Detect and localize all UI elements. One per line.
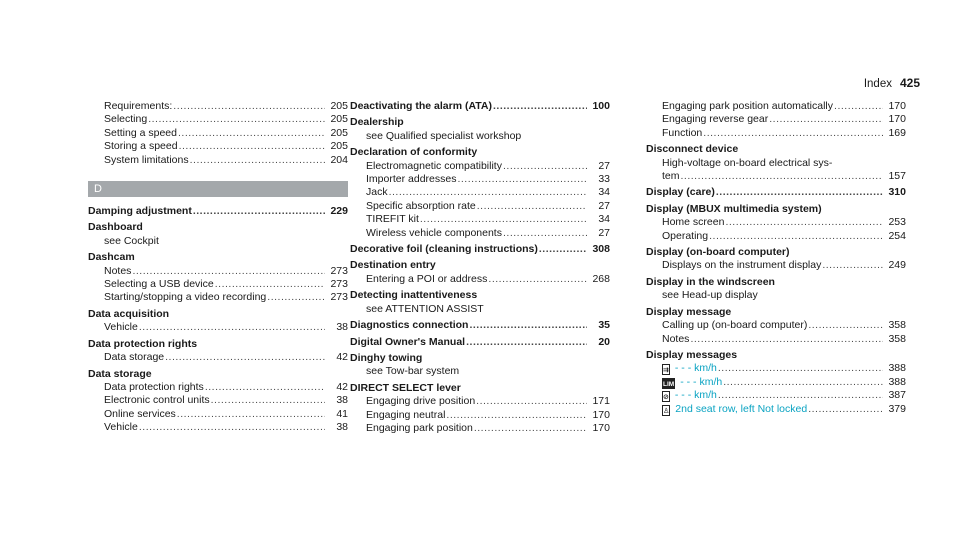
cross-reference: see Cockpit: [104, 234, 159, 247]
page-reference[interactable]: 204: [330, 153, 348, 166]
entry-text: Engaging reverse gear: [662, 113, 769, 126]
index-subentry[interactable]: [88, 408, 348, 421]
index-heading: [646, 246, 906, 259]
entry-text: Selecting a USB device: [104, 278, 214, 291]
entry-text: Dealership: [350, 116, 404, 129]
page-reference[interactable]: 170: [592, 408, 610, 421]
page-reference[interactable]: 170: [888, 100, 906, 112]
page-reference[interactable]: 38: [336, 394, 348, 407]
leader-dots: [469, 319, 587, 332]
entry-text: Starting/stopping a video recording: [104, 291, 267, 304]
entry-text: Display (care): [646, 186, 715, 199]
page-reference[interactable]: 27: [598, 159, 610, 172]
index-subentry[interactable]: [646, 319, 906, 332]
entry-text: Dashcam: [88, 251, 135, 264]
leader-dots: [808, 403, 883, 416]
entry-text: - - - km/h: [674, 362, 717, 375]
leader-dots: [466, 336, 587, 349]
index-subentry[interactable]: [88, 421, 348, 434]
index-column-2: [350, 100, 610, 435]
leader-dots: [769, 113, 883, 126]
page-reference[interactable]: 358: [888, 332, 906, 345]
leader-dots: [488, 273, 587, 286]
entry-text: Dinghy towing: [350, 351, 423, 364]
leader-dots: [723, 376, 883, 389]
entry-text: Calling up (on-board computer): [662, 319, 808, 332]
index-subentry[interactable]: [88, 265, 348, 278]
leader-dots: [165, 351, 325, 364]
leader-dots: [267, 291, 325, 304]
page-reference[interactable]: 205: [330, 126, 348, 139]
page-reference[interactable]: 42: [336, 351, 348, 364]
leader-dots: [215, 278, 325, 291]
entry-text: Engaging neutral: [366, 408, 446, 421]
entry-text: Notes: [104, 264, 132, 277]
entry-text: Data protection rights: [104, 380, 204, 393]
page-reference[interactable]: 33: [598, 173, 610, 186]
index-heading: [646, 349, 906, 362]
index-heading: [350, 382, 610, 395]
page-reference[interactable]: 157: [888, 170, 906, 183]
entry-text: Displays on the instrument display: [662, 259, 822, 272]
cross-reference: High-voltage on-board electrical sys-: [662, 156, 833, 169]
cruise-control-icon: ⇉: [662, 364, 670, 375]
index-column-1: [88, 100, 348, 435]
leader-dots: [474, 422, 587, 435]
entry-text: Entering a POI or address: [366, 272, 488, 285]
page-reference[interactable]: 42: [336, 380, 348, 393]
index-heading: [350, 259, 610, 272]
page-reference[interactable]: 379: [888, 402, 906, 415]
entry-text: Notes: [662, 332, 690, 345]
page-reference[interactable]: 100: [592, 100, 610, 112]
leader-dots: [808, 319, 883, 332]
entry-text: tem: [662, 170, 680, 183]
entry-text: Data protection rights: [88, 337, 198, 350]
index-heading: [646, 306, 906, 319]
entry-text: Online services: [104, 407, 176, 420]
index-subentry[interactable]: [88, 381, 348, 394]
cross-reference: see Head-up display: [662, 289, 758, 302]
page-reference[interactable]: 387: [888, 389, 906, 402]
page-reference[interactable]: 34: [598, 186, 610, 199]
index-subentry[interactable]: [88, 100, 348, 113]
page-reference[interactable]: 205: [330, 100, 348, 112]
page-reference[interactable]: 41: [336, 407, 348, 420]
index-heading: [350, 146, 610, 159]
leader-dots: [476, 395, 587, 408]
index-subentry[interactable]: [88, 351, 348, 364]
leader-dots: [179, 140, 325, 153]
index-heading: [88, 368, 348, 381]
entry-text: Declaration of conformity: [350, 146, 478, 159]
leader-dots: [420, 213, 587, 226]
index-heading: [88, 338, 348, 351]
index-subentry[interactable]: [350, 422, 610, 435]
entry-text: Setting a speed: [104, 126, 177, 139]
cross-reference: see ATTENTION ASSIST: [366, 302, 484, 315]
limiter-icon: LIM: [662, 378, 675, 389]
index-subentry[interactable]: [88, 113, 348, 126]
entry-text: Damping adjustment: [88, 205, 192, 218]
leader-dots: [177, 408, 325, 421]
page-reference[interactable]: 249: [888, 259, 906, 272]
leader-dots: [539, 243, 587, 256]
entry-text: Engaging park position: [366, 421, 473, 434]
leader-dots: [718, 389, 883, 402]
page-reference[interactable]: 171: [592, 395, 610, 408]
index-heading: [88, 221, 348, 234]
page-reference[interactable]: 170: [888, 113, 906, 126]
entry-text: Display messages: [646, 348, 738, 361]
index-subentry[interactable]: [350, 186, 610, 199]
entry-text: Function: [662, 126, 703, 139]
entry-text: Home screen: [662, 216, 725, 229]
entry-text: Deactivating the alarm (ATA): [350, 100, 492, 112]
index-subentry[interactable]: [88, 140, 348, 153]
entry-text: System limitations: [104, 153, 189, 166]
page-reference[interactable]: 35: [598, 319, 610, 332]
leader-dots: [681, 170, 883, 183]
cross-reference: see Qualified specialist workshop: [366, 129, 522, 142]
page-reference[interactable]: 27: [598, 226, 610, 239]
page-reference[interactable]: 310: [888, 186, 906, 199]
leader-dots: [834, 100, 883, 113]
index-heading: [646, 203, 906, 216]
entry-text: Operating: [662, 229, 709, 242]
index-heading: [350, 289, 610, 302]
entry-text: Diagnostics connection: [350, 319, 469, 332]
leader-dots: [709, 230, 883, 243]
index-heading: [646, 143, 906, 156]
entry-text: Dashboard: [88, 221, 143, 234]
index-subentry[interactable]: [646, 259, 906, 272]
index-subentry[interactable]: [350, 409, 610, 422]
leader-dots: [703, 127, 883, 140]
page-reference[interactable]: 27: [598, 199, 610, 212]
entry-text: Wireless vehicle components: [366, 226, 502, 239]
leader-dots: [193, 205, 325, 218]
leader-dots: [190, 154, 325, 167]
section-letter-bar: D: [88, 181, 348, 197]
leader-dots: [503, 160, 587, 173]
leader-dots: [493, 100, 587, 113]
page-reference[interactable]: 205: [330, 140, 348, 153]
leader-dots: [716, 186, 883, 199]
page-reference[interactable]: 254: [888, 229, 906, 242]
entry-text: Jack: [366, 186, 388, 199]
index-heading[interactable]: [350, 319, 610, 332]
leader-dots: [205, 381, 325, 394]
leader-dots: [139, 321, 325, 334]
entry-text: Data acquisition: [88, 307, 170, 320]
index-subentry[interactable]: [646, 100, 906, 113]
page-reference[interactable]: 205: [330, 113, 348, 126]
entry-text: 2nd seat row, left Not locked: [675, 402, 808, 415]
index-subentry[interactable]: [646, 170, 906, 183]
index-heading[interactable]: [88, 205, 348, 218]
index-subentry[interactable]: [88, 291, 348, 304]
page-reference[interactable]: 388: [888, 375, 906, 388]
index-heading: [646, 276, 906, 289]
index-subentry[interactable]: [88, 321, 348, 334]
index-heading[interactable]: [350, 243, 610, 256]
index-subentry[interactable]: [350, 160, 610, 173]
entry-text: Data storage: [104, 351, 165, 364]
entry-text: Destination entry: [350, 259, 436, 272]
leader-dots: [132, 265, 325, 278]
entry-text: Engaging park position automatically: [662, 100, 834, 112]
entry-text: Engaging drive position: [366, 395, 476, 408]
page-reference[interactable]: 273: [330, 291, 348, 304]
page-reference[interactable]: 170: [592, 421, 610, 434]
index-subentry[interactable]: [646, 403, 906, 416]
entry-text: Disconnect device: [646, 143, 739, 156]
index-subentry[interactable]: [88, 394, 348, 407]
seat-belt-icon: ♙: [662, 405, 670, 416]
leader-dots: [148, 113, 325, 126]
entry-text: TIREFIT kit: [366, 213, 419, 226]
entry-text: Display (on-board computer): [646, 246, 790, 259]
entry-text: Data storage: [88, 367, 152, 380]
index-subentry[interactable]: [350, 200, 610, 213]
entry-text: DIRECT SELECT lever: [350, 381, 461, 394]
leader-dots: [173, 100, 325, 113]
index-subentry[interactable]: [646, 230, 906, 243]
page-reference[interactable]: 358: [888, 319, 906, 332]
index-heading[interactable]: [350, 336, 610, 349]
index-subentry[interactable]: [350, 213, 610, 226]
page-reference[interactable]: 20: [598, 335, 610, 348]
index-subentry[interactable]: [350, 227, 610, 240]
leader-dots: [690, 333, 883, 346]
entry-text: - - - km/h: [674, 389, 717, 402]
entry-text: Electromagnetic compatibility: [366, 159, 502, 172]
page-reference[interactable]: 34: [598, 213, 610, 226]
leader-dots: [211, 394, 325, 407]
page-reference[interactable]: 308: [592, 243, 610, 256]
entry-text: Vehicle: [104, 321, 138, 334]
page-reference[interactable]: 38: [336, 421, 348, 434]
entry-text: - - - km/h: [680, 375, 723, 388]
page-number: 425: [899, 76, 920, 90]
entry-text: Electronic control units: [104, 394, 210, 407]
entry-text: Decorative foil (cleaning instructions): [350, 243, 538, 256]
index-heading: [350, 116, 610, 129]
entry-text: Display (MBUX multimedia system): [646, 202, 822, 215]
header-label: Index: [863, 78, 892, 90]
entry-text: Storing a speed: [104, 140, 178, 153]
index-subentry[interactable]: [350, 173, 610, 186]
leader-dots: [178, 127, 325, 140]
index-subentry[interactable]: [88, 127, 348, 140]
page-reference[interactable]: 38: [336, 321, 348, 334]
index-subentry[interactable]: [350, 273, 610, 286]
page-reference[interactable]: 229: [330, 205, 348, 218]
leader-dots: [457, 173, 587, 186]
page-header: [864, 76, 920, 90]
index-subentry[interactable]: [350, 395, 610, 408]
entry-text: Digital Owner's Manual: [350, 335, 466, 348]
entry-text: Vehicle: [104, 421, 138, 434]
cross-reference: see Tow-bar system: [366, 365, 460, 378]
page-reference[interactable]: 273: [330, 278, 348, 291]
index-subentry[interactable]: [646, 333, 906, 346]
leader-dots: [139, 421, 325, 434]
index-subentry[interactable]: [88, 154, 348, 167]
index-subentry[interactable]: [646, 113, 906, 126]
leader-dots: [389, 186, 587, 199]
index-column-3: [646, 100, 906, 416]
index-heading: [88, 308, 348, 321]
index-heading: [88, 251, 348, 264]
leader-dots: [718, 362, 883, 375]
index-heading[interactable]: [350, 100, 610, 113]
leader-dots: [822, 259, 883, 272]
entry-text: Requirements:: [104, 100, 173, 112]
page-reference[interactable]: 169: [888, 126, 906, 139]
index-subentry[interactable]: [646, 216, 906, 229]
page-reference[interactable]: 388: [888, 362, 906, 375]
index-subentry[interactable]: [646, 376, 906, 389]
index-heading[interactable]: [646, 186, 906, 199]
leader-dots: [503, 227, 587, 240]
entry-text: Display in the windscreen: [646, 275, 775, 288]
index-subentry[interactable]: [646, 389, 906, 402]
page-reference[interactable]: 253: [888, 216, 906, 229]
index-subentry[interactable]: [646, 362, 906, 375]
page-reference[interactable]: 268: [592, 272, 610, 285]
entry-text: Display message: [646, 305, 732, 318]
leader-dots: [725, 216, 883, 229]
leader-dots: [477, 200, 587, 213]
page-reference[interactable]: 273: [330, 264, 348, 277]
entry-text: Selecting: [104, 113, 148, 126]
index-heading: [350, 352, 610, 365]
speed-limiter-off-icon: ⊘: [662, 391, 670, 402]
entry-text: Importer addresses: [366, 173, 457, 186]
entry-text: Specific absorption rate: [366, 199, 476, 212]
index-subentry[interactable]: [88, 278, 348, 291]
index-subentry[interactable]: [646, 127, 906, 140]
entry-text: Detecting inattentiveness: [350, 289, 478, 302]
leader-dots: [446, 409, 587, 422]
